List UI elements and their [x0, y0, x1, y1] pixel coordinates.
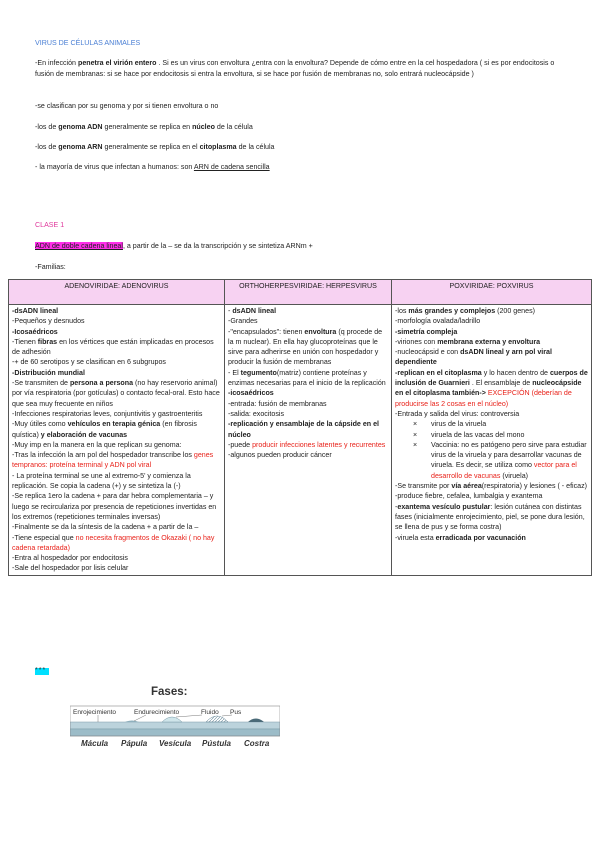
section-heading: CLASE 1: [35, 221, 65, 229]
adenovirus-cell: -dsADN lineal -Pequeños y desnudos -Icosaédricos -Tienen fibras en los vértices que están implicadas en procesos de adhesión -+ de 60 serotipos y se clasifican en 6 subgrupos -Distribución mundial -Se transmiten de persona a persona (no hay reservorio animal) por vía respiratoria (por gotículas) o contacto fecal-oral. Esto hace que sea muy frecuente en niños -Infecciones respiratorias leves, conjuntivitis y gastroenteritis -Muy útiles como vehículos en terapia génica (en fibrosis quística) y elaboración de vacunas -Muy imp en la manera en la que replican su genoma: -Tras la infección la arn pol del hospedador transcribe los genes tempranos: proteína terminal y ADN pol viral - La proteína terminal se une al extremo-5' y comienza la replicación. Se copia la cadena (+) y se sintetiza la (-) -Se replica 1ero la cadena + para dar hebra complementaria – y luego se recirculariza por presencia de repeticiones invertidas en los extremos (repeticiones terminales inversas) -Finalmente se da la síntesis de la cadena + a partir de la – -Tiene especial que no necesita fragmentos de Okazaki ( no hay cadena retardada) -Entra al hospedador por endocitosis -Sale del hospedador por lisis celular: [9, 305, 225, 576]
pustule-bump: [206, 716, 228, 722]
header-herpesvirus: ORTHOHERPESVIRIDAE: HERPESVIRUS: [225, 280, 392, 305]
herpesvirus-cell: - dsADN lineal -Grandes -"encapsulados": tienen envoltura (q procede de la m nuclear). En ella hay glucoproteínas que le sirve para adherirse en unión con hospedador y producir la fusión de membranas - El tegumento(matriz) contiene proteínas y enzimas necesarias para el inicio de la replicación -icosaédricos -entrada: fusión de membranas -salida: exocitosis -replicación y ensamblaje de la cápside en el núcleo -puede producir infecciones latentes y recurrentes -algunos pueden producir cáncer: [225, 305, 392, 576]
label-papula: Pápula: [121, 739, 148, 748]
adn-line: ADN de doble cadena lineal, a partir de la – se da la transcripción y se sintetiza ARNm +: [35, 242, 313, 250]
label-pustula: Pústula: [202, 739, 231, 748]
label-endurecimiento: Endurecimiento: [134, 709, 180, 716]
intro-paragraph-human: - la mayoría de virus que infectan a humanos: son ARN de cadena sencilla: [35, 163, 270, 171]
phases-figure: [70, 684, 280, 752]
label-fluido: Fluido: [201, 709, 219, 716]
table-body-row: [9, 305, 592, 576]
table-header-row: [9, 280, 592, 305]
intro-paragraph-classification: -se clasifican por su genoma y por si tienen envoltura o no: [35, 102, 219, 110]
asterisk-marker: ***: [35, 668, 49, 675]
header-adenovirus: ADENOVIRIDAE: ADENOVIRUS: [9, 280, 225, 305]
label-macula: Mácula: [81, 739, 109, 748]
page-title: VIRUS DE CÉLULAS ANIMALES: [35, 39, 141, 47]
label-pus: Pus: [230, 709, 242, 716]
skin-layer-bottom: [70, 729, 280, 736]
families-label: -Familias:: [35, 263, 66, 271]
header-poxvirus: POXVIRIDAE: POXVIRUS: [392, 280, 592, 305]
virus-families-table: [8, 279, 592, 576]
label-costra: Costra: [244, 739, 270, 748]
intro-paragraph-rna: -los de genoma ARN generalmente se replica en el citoplasma de la célula: [35, 143, 275, 151]
intro-paragraph-dna: -los de genoma ADN generalmente se replica en núcleo de la célula: [35, 123, 253, 131]
figure-title: Fases:: [151, 686, 188, 698]
crust-bump: [248, 719, 264, 723]
papule-bump: [125, 721, 139, 723]
label-vesicula: Vesícula: [159, 739, 192, 748]
poxvirus-cell: -los más grandes y complejos (200 genes) -morfología ovalada/ladrillo -simetría compleja -viriones con membrana externa y envoltura -nucleocápsid e con dsADN lineal y arn pol viral dependiente -replican en el citoplasma y lo hacen dentro de cuerpos de inclusión de Guarnieri . El ensamblaje de nucleocápside en el citoplasma también-> EXCEPCIÓN (deberían de producirse las 2 cosas en el núcleo) -Entrada y salida del virus: controversia × virus de la viruela × viruela de las vacas del mono × Vaccinia: no es patógeno pero sirve para estudiar virus de la viruela y para desarrollar vacunas de viruela. Es decir, se utiliza como vector para el desarrollo de vacunas (viruela) -Se transmite por vía aérea(respiratoria) y lesiones ( - eficaz) -produce fiebre, cefalea, lumbalgia y exantema -exantema vesículo pustular: lesión cutánea con distintas fases (inicialmente enrojecimiento, piel, se pone dura lesión, se llena de pus y se forma costra) -viruela esta erradicada por vacunación: [392, 305, 592, 576]
skin-layer-top: [70, 722, 280, 729]
label-enrojecimiento: Enrojecimiento: [73, 709, 116, 716]
intro-paragraph-entry: -En infección penetra el virión entero . Si es un virus con envoltura ¿entra con la envoltura? Depende de cómo entre en la cel hospedadora ( si es por endocitosis o fusión de membranas: si se hace por endocitosis si entra la envoltura, si se hace por fusión de membranas no, solo entrará nucleocápside ): [35, 59, 555, 78]
vesicle-bump: [162, 717, 182, 722]
